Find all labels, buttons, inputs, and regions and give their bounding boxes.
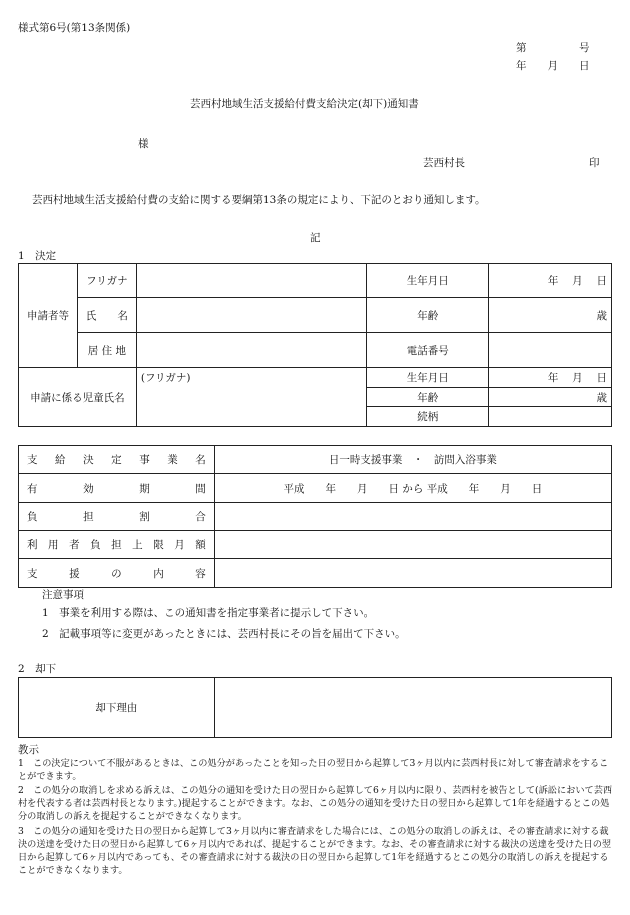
- label-char: 容: [195, 567, 206, 580]
- instruction-item: 1 この決定について不服があるときは、この処分があったことを知った日の翌日から起算して3ヶ月以内に芸西村長に対して審査請求をすることができます。: [18, 758, 609, 782]
- label-char: 決: [83, 454, 94, 466]
- label-char: 内: [153, 567, 164, 580]
- label-char: 支: [27, 454, 38, 466]
- decision-row-label: [19, 559, 215, 588]
- support-content-value[interactable]: [214, 559, 611, 588]
- birth-label: 生年月日: [367, 264, 489, 298]
- rejection-table: [18, 677, 612, 738]
- support-content-label: [23, 566, 210, 581]
- monthly-cap-label: [23, 537, 210, 552]
- burden-ratio-label: [23, 509, 210, 524]
- label-char: 負: [90, 539, 101, 551]
- decision-row-label: [19, 446, 215, 474]
- issue-date: 年 月 日: [516, 60, 590, 72]
- decision-row-label: [19, 503, 215, 531]
- decision-row-label: [19, 531, 215, 559]
- label-char: 用: [48, 539, 59, 551]
- name-label: 氏 名: [77, 298, 136, 333]
- label-char: 援: [69, 567, 80, 580]
- decision-details-table: [18, 445, 612, 588]
- furigana-field[interactable]: [136, 264, 367, 298]
- rejection-reason-label: 却下理由: [19, 678, 215, 738]
- section2-heading: 2 却下: [18, 663, 57, 675]
- page-title: 芸西村地域生活支援給付費支給決定(却下)通知書: [190, 98, 419, 110]
- monthly-cap-value[interactable]: [214, 531, 611, 559]
- document-number: 第 号: [516, 42, 590, 54]
- label-char: 有: [27, 482, 38, 495]
- label-char: 業: [167, 454, 178, 466]
- furigana-label: フリガナ: [77, 264, 136, 298]
- child-age-field[interactable]: 歳: [489, 388, 612, 407]
- applicant-label: 申請者等: [19, 264, 78, 368]
- child-name-field[interactable]: [136, 368, 367, 427]
- label-char: 期: [139, 482, 150, 495]
- phone-label: 電話番号: [367, 333, 489, 368]
- label-char: 給: [55, 454, 66, 466]
- form-label: 様式第6号(第13条関係): [18, 22, 131, 34]
- phone-field[interactable]: [489, 333, 612, 368]
- label-char: の: [111, 567, 122, 580]
- instruction-heading: 教示: [18, 744, 39, 756]
- relation-field[interactable]: [489, 407, 612, 427]
- instruction-item: 3 この処分の通知を受けた日の翌日から起算して3ヶ月以内に審査請求をした場合には、この処分の取消しの訴えは、その審査請求に対する裁決の送達を受けた日の翌日から起算して6ヶ月以内であれば、提起することができます。なお、その審査請求に対する裁決の送達を受けた日の翌日から起算して6ヶ月以内であっても、その審査請求に対する裁決の日の翌日から起算して1年を経過するとこの処分の取消しの訴えを提起することができなくなります。: [18, 826, 612, 876]
- label-char: 割: [139, 511, 150, 523]
- decision-applicant-table: [18, 263, 612, 427]
- notes-heading: 注意事項: [42, 589, 84, 601]
- age-label: 年齢: [367, 298, 489, 333]
- relation-label: 続柄: [367, 407, 489, 427]
- valid-period-label: [23, 481, 210, 496]
- rejection-reason-field[interactable]: [214, 678, 611, 738]
- label-char: 担: [83, 511, 94, 523]
- label-char: 月: [174, 539, 185, 551]
- service-name-value[interactable]: 日一時支援事業 ・ 訪問入浴事業: [214, 446, 611, 474]
- child-name-label: 申請に係る児童氏名: [19, 368, 137, 427]
- ki-label: 記: [310, 232, 321, 244]
- child-birth-label: 生年月日: [367, 368, 489, 388]
- label-char: 効: [83, 482, 94, 495]
- label-char: 間: [195, 482, 206, 495]
- child-furigana-label: (フリガナ): [140, 372, 191, 384]
- label-char: 負: [27, 511, 38, 523]
- name-field[interactable]: [136, 298, 367, 333]
- seal-mark: 印: [589, 157, 600, 169]
- service-name-label: [23, 452, 210, 467]
- note-item: 2 記載事項等に変更があったときには、芸西村長にその旨を届出て下さい。: [42, 628, 406, 640]
- label-char: 定: [111, 454, 122, 466]
- intro-text: 芸西村地域生活支援給付費の支給に関する要綱第13条の規定により、下記のとおり通知します。: [32, 194, 486, 206]
- addressee-suffix: 様: [138, 138, 149, 150]
- child-birth-field[interactable]: 年 月 日: [489, 368, 612, 388]
- label-char: 事: [139, 454, 150, 466]
- child-age-label: 年齢: [367, 388, 489, 407]
- label-char: 利: [27, 539, 38, 551]
- issuer: 芸西村長: [423, 157, 465, 169]
- label-char: 合: [195, 511, 206, 523]
- age-field[interactable]: 歳: [489, 298, 612, 333]
- label-char: 上: [132, 539, 143, 551]
- label-char: 支: [27, 567, 38, 580]
- address-label: 居 住 地: [77, 333, 136, 368]
- birth-field[interactable]: 年 月 日: [489, 264, 612, 298]
- address-field[interactable]: [136, 333, 367, 368]
- label-char: 担: [111, 539, 122, 551]
- instruction-item: 2 この処分の取消しを求める訴えは、この処分の通知を受けた日の翌日から起算して6ヶ月以内に限り、芸西村を被告として(訴訟において芸西村を代表する者は芸西村長となります。)提起することができます。なお、この処分の通知を受けた日の翌日から起算して1年を経過するとこの処分の取消しの訴えを提起することができなくなります。: [18, 785, 613, 822]
- label-char: 限: [153, 539, 164, 551]
- section1-heading: 1 決定: [18, 250, 57, 262]
- note-item: 1 事業を利用する際は、この通知書を指定事業者に提示して下さい。: [42, 607, 375, 619]
- label-char: 名: [195, 454, 206, 466]
- label-char: 額: [195, 539, 206, 551]
- burden-ratio-value[interactable]: [214, 503, 611, 531]
- valid-period-value[interactable]: 平成 年 月 日 から 平成 年 月 日: [214, 474, 611, 503]
- label-char: 者: [69, 539, 80, 551]
- decision-row-label: [19, 474, 215, 503]
